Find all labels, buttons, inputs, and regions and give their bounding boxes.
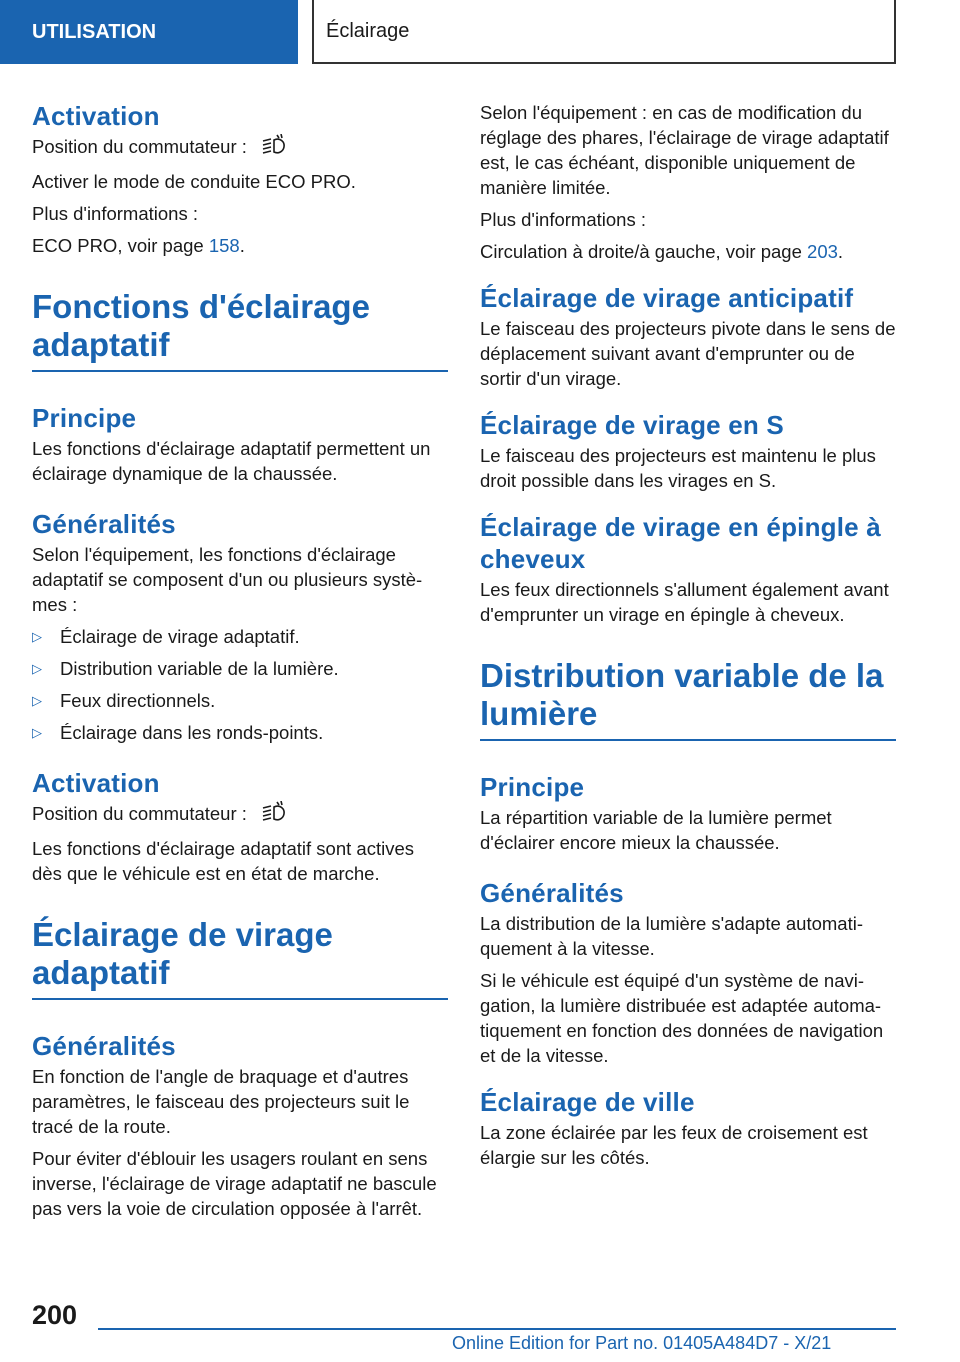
heading-principe: Principe — [32, 403, 137, 434]
hairpin-text: Les feux directionnels s'allument également avant d'emprunter un virage en épingle à cheveux. — [480, 579, 889, 625]
list-item: ▷ Éclairage dans les ronds-points. — [32, 722, 324, 744]
traffic-side-reference: Circulation à droite/à gauche, voir page 203. — [480, 241, 844, 262]
heading-activation: Activation — [32, 101, 160, 131]
list-item: ▷ Distribution variable de la lumière. — [32, 658, 339, 680]
heading-activation-2: Activation — [32, 768, 160, 799]
headlight-auto-icon — [258, 801, 288, 829]
triangle-bullet-icon: ▷ — [32, 725, 42, 741]
more-info-label: Plus d'informations : — [32, 203, 198, 225]
heading-variable-light-distribution: Distribution variable de la lumière — [480, 657, 896, 741]
heading-adaptive-cornering: Éclairage de virage adaptatif — [32, 916, 448, 1000]
triangle-bullet-icon: ▷ — [32, 629, 42, 645]
distribution-text-1: La distribution de la lumière s'adapte automatiquement à la vitesse. — [480, 913, 864, 959]
equipment-text: Selon l'équipement : en cas de modification du réglage des phares, l'éclairage de virage adaptatif est, le cas échéant, disponible uniquement de manière limitée. — [480, 102, 889, 198]
page-number: 200 — [32, 1300, 78, 1330]
headlight-auto-icon — [258, 134, 288, 162]
cornering-text-1: En fonction de l'angle de braquage et d'autres paramètres, le faisceau des projecteurs suit le tracé de la route. — [32, 1066, 410, 1138]
more-info-label-2: Plus d'informations : — [480, 209, 646, 230]
header-section-tab — [0, 0, 298, 64]
heading-principe-2: Principe — [480, 772, 585, 802]
triangle-bullet-icon: ▷ — [32, 693, 42, 709]
heading-hairpin-cornering: Éclairage de virage en épingle à cheveux — [480, 512, 881, 574]
s-cornering-text: Le faisceau des projecteurs est maintenu le plus droit possible dans les virages en S. — [480, 445, 876, 491]
footer-divider — [98, 1328, 896, 1330]
activation-text: Les fonctions d'éclairage adaptatif sont actives dès que le véhicule est en état de marche. — [32, 838, 414, 885]
heading-generalites: Généralités — [32, 509, 176, 540]
anticipatory-text: Le faisceau des projecteurs pivote dans le sens de déplacement suivant avant d'emprunter ou de sortir d'un virage. — [480, 318, 896, 389]
left-column — [32, 100, 448, 1228]
systems-list — [32, 624, 448, 745]
list-item: ▷ Feux directionnels. — [32, 690, 216, 712]
distribution-text-2: Si le véhicule est équipé d'un système de navigation, la lumière distribuée est adaptée automatiquement en fonction des données de navigation et de la vitesse. — [480, 970, 884, 1066]
list-item: ▷ Éclairage de virage adaptatif. — [32, 626, 300, 648]
triangle-bullet-icon: ▷ — [32, 661, 42, 677]
page-link-203[interactable]: 203 — [807, 241, 838, 262]
principe-text-2: La répartition variable de la lumière permet d'éclairer encore mieux la chaussée. — [480, 807, 832, 853]
heading-adaptive-lighting: Fonctions d'éclairage adaptatif — [32, 288, 448, 372]
principe-text: Les fonctions d'éclairage adaptatif permettent un éclairage dynamique de la chaussée. — [32, 438, 431, 485]
heading-anticipatory-cornering: Éclairage de virage anticipatif — [480, 283, 854, 313]
footer-edition: Online Edition for Part no. 01405A484D7 - X/21 — [452, 1333, 832, 1353]
eco-pro-text: Activer le mode de conduite ECO PRO. — [32, 171, 356, 193]
switch-position-text-2: Position du commutateur : — [32, 801, 448, 829]
heading-s-cornering: Éclairage de virage en S — [480, 410, 784, 440]
heading-generalites-2: Généralités — [32, 1031, 176, 1062]
right-column — [480, 100, 896, 1177]
heading-city-lighting: Éclairage de ville — [480, 1087, 695, 1117]
section-label: UTILISATION — [32, 20, 157, 43]
generalites-text: Selon l'équipement, les fonctions d'éclairage adaptatif se composent d'un ou plusieurs systèmes : — [32, 544, 423, 616]
heading-generalites-3: Généralités — [480, 878, 624, 908]
page-link-158[interactable]: 158 — [208, 235, 240, 257]
city-lighting-text: La zone éclairée par les feux de croisement est élargie sur les côtés. — [480, 1122, 868, 1168]
switch-position-text: Position du commutateur : — [32, 134, 448, 162]
cornering-text-2: Pour éviter d'éblouir les usagers roulant en sens inverse, l'éclairage de virage adaptatif ne bascule pas vers la voie de circulation opposée à l'arrêt. — [32, 1148, 437, 1220]
eco-pro-reference: ECO PRO, voir page 158. — [32, 235, 245, 257]
chapter-label: Éclairage — [326, 19, 410, 42]
header-chapter-box — [312, 0, 896, 64]
